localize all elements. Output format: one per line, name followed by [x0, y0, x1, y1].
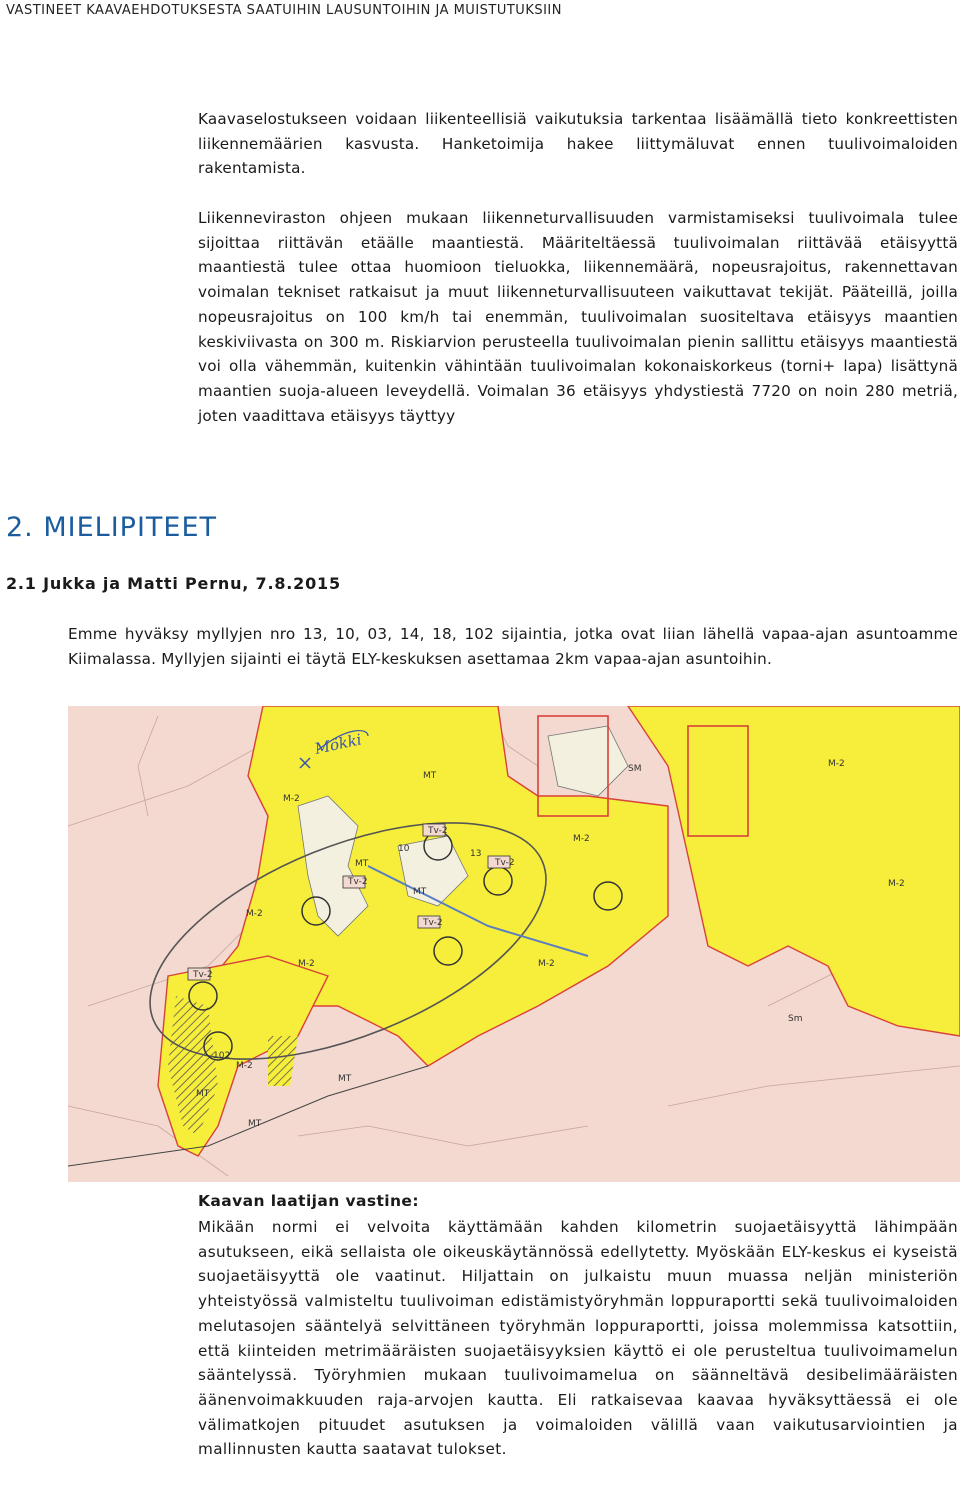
- zoning-map: [68, 706, 960, 1182]
- map-label: Tv-2: [423, 918, 443, 928]
- map-label: Tv-2: [348, 877, 368, 887]
- map-label: MT: [338, 1074, 352, 1084]
- map-label: M-2: [828, 759, 845, 769]
- map-label: 102: [213, 1051, 231, 1061]
- intro-text-2: Liikenneviraston ohjeen mukaan liikenneturvallisuuden varmistamiseksi tuulivoimala tulee sijoittaa riittävän etäälle maantiestä. Määriteltäessä tuulivoimalan riittävää etäisyyttä maantiestä tulee ottaa huomioon tieluokka, liikennemäärä, nopeusrajoitus, rakennettavan voimalan tekniset ratkaisut ja muut liikenneturvallisuuteen vaikuttavat tekijät. Pääteillä, joilla nopeusrajoitus on 100 km/h tai enemmän, tuulivoimalan suositeltava etäisyys maantien keskiviivasta on 300 m. Riskiarvion perusteella tuulivoimalan pienin sallittu etäisyys maantiestä voi olla vähemmän, kuitenkin vähintään tuulivoimalan kokonaiskorkeus (torni+ lapa) lisättynä maantien suoja-alueen leveydellä. Voimalan 36 etäisyys yhdystiestä 7720 on noin 280 metriä, joten vaadittava etäisyys täyttyy: [198, 209, 958, 425]
- opinion-paragraph: [68, 622, 958, 671]
- map-label: Tv-2: [193, 970, 213, 980]
- intro-text-1: Kaavaselostukseen voidaan liikenteellisiä vaikutuksia tarkentaa lisäämällä tieto konkreettisten liikennemäärien kasvusta. Hanketoimija hakee liittymäluvat ennen tuulivoimaloiden rakentamista.: [198, 110, 958, 178]
- map-label: M-2: [283, 794, 300, 804]
- response-text: Mikään normi ei velvoita käyttämään kahden kilometrin suojaetäisyyttä lähimpään asutukseen, eikä sellaista ole oikeuskäytännössä edellytetty. Myöskään ELY-keskus ei kyseistä suojaetäisyyttä ole vaatinut. Hiljattain on julkaistu muun muassa neljän ministeriön yhteistyössä valmisteltu tuulivoiman edistämistyöryhmän loppuraportti sekä tuulivoimaloiden melutasojen sääntelyä selvittäneen työryhmän loppuraportti, joissa molemmissa katsottiin, että kiinteiden metrimääräisten suojaetäisyyksien käyttö ei ole perusteltua tuulivoimamelun sääntelyssä. Työryhmien mukaan tuulivoimamelua on säänneltävä desibelimääräisten äänenvoimakkuuden raja-arvojen kautta. Eli ratkaisevaa kaavaa hyväksyttäessä ei ole välimatkojen pituudet asutuksen ja voimaloiden välillä vaan vaikutusarviointien ja mallinnusten kautta saatavat tulokset.: [198, 1218, 958, 1459]
- map-label: M-2: [246, 909, 263, 919]
- map-label: M-2: [298, 959, 315, 969]
- map-label: MT: [355, 859, 369, 869]
- section-subheading: 2.1 Jukka ja Matti Pernu, 7.8.2015: [6, 574, 341, 593]
- map-label: MT: [423, 771, 437, 781]
- map-label: M-2: [236, 1061, 253, 1071]
- opinion-text: Emme hyväksy myllyjen nro 13, 10, 03, 14, 18, 102 sijaintia, jotka ovat liian lähellä vapaa-ajan asuntoamme Kiimalassa. Myllyjen sijainti ei täytä ELY-keskuksen asettamaa 2km vapaa-ajan asuntoihin.: [68, 625, 958, 668]
- handwritten-note: Mökki: [313, 730, 364, 758]
- map-label: MT: [196, 1089, 210, 1099]
- map-label: Tv-2: [495, 858, 515, 868]
- section-heading: 2. MIELIPITEET: [6, 512, 218, 543]
- zoning-map-drawing: [68, 706, 960, 1182]
- map-label: M-2: [888, 879, 905, 889]
- map-label: MT: [413, 887, 427, 897]
- map-label: Sm: [788, 1014, 803, 1024]
- map-label: SM: [628, 764, 642, 774]
- response-paragraph: [198, 1215, 958, 1462]
- intro-paragraph-2: [198, 206, 958, 428]
- map-label: MT: [248, 1119, 262, 1129]
- map-label: Tv-2: [428, 826, 448, 836]
- page-header: VASTINEET KAAVAEHDOTUKSESTA SAATUIHIN LAUSUNTOIHIN JA MUISTUTUKSIIN: [6, 3, 562, 18]
- map-label: 10: [398, 844, 410, 854]
- map-label: 13: [470, 849, 482, 859]
- intro-paragraph-1: [198, 107, 958, 181]
- map-label: M-2: [573, 834, 590, 844]
- map-label: M-2: [538, 959, 555, 969]
- response-title: Kaavan laatijan vastine:: [198, 1192, 419, 1210]
